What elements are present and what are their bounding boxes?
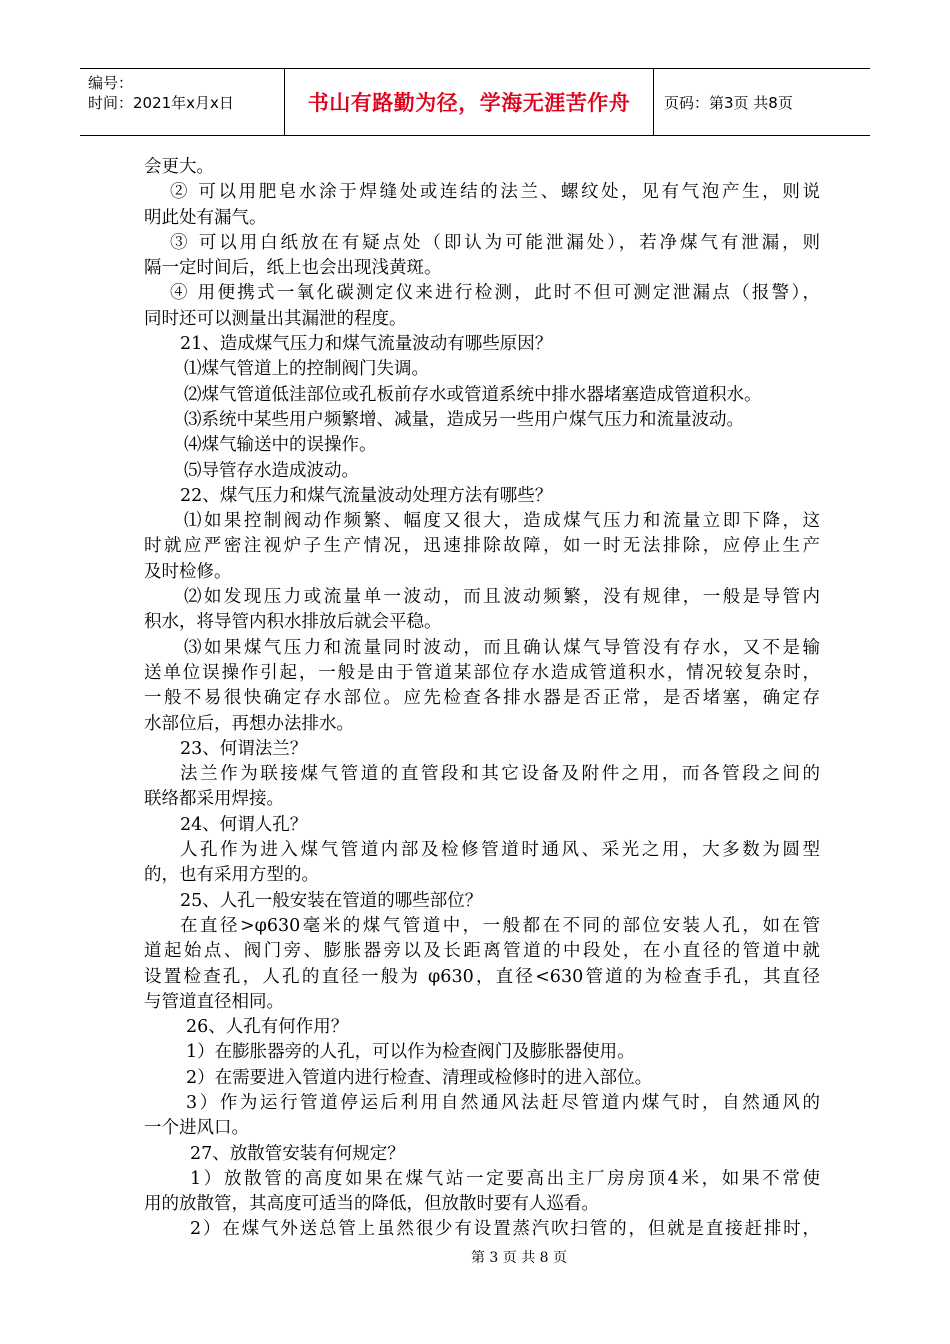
body-line: ⑶系统中某些用户频繁增、减量，造成另一些用户煤气压力和流量波动。 xyxy=(184,409,744,430)
body-line: 道起始点、阀门旁、膨胀器旁以及长距离管道的中段处，在小直径的管道中就 xyxy=(144,941,820,962)
body-line: ⑵如发现压力或流量单一波动，而且波动频繁，没有规律，一般是导管内 xyxy=(184,587,820,608)
body-line: 一般不易很快确定存水部位。应先检查各排水器是否正常，是否堵塞，确定存 xyxy=(144,688,820,709)
body-line: ⑴如果控制阀动作频繁、幅度又很大，造成煤气压力和流量立即下降，这 xyxy=(184,511,820,532)
body-line: 与管道直径相同。 xyxy=(144,991,284,1012)
body-line: 积水，将导管内积水排放后就会平稳。 xyxy=(144,612,442,633)
body-line: 2）在煤气外送总管上虽然很少有设置蒸汽吹扫管的，但就是直接赶排时， xyxy=(190,1219,820,1240)
body-line: 3）作为运行管道停运后利用自然通风法赶尽管道内煤气时，自然通风的 xyxy=(186,1092,820,1113)
page-header xyxy=(80,68,870,136)
body-line: ③ 可以用白纸放在有疑点处（即认为可能泄漏处），若净煤气有泄漏，则 xyxy=(170,232,820,253)
body-line: 2）在需要进入管道内进行检查、清理或检修时的进入部位。 xyxy=(186,1067,653,1088)
body-line: 的，也有采用方型的。 xyxy=(144,865,319,886)
body-line: ④ 用便携式一氧化碳测定仪来进行检测，此时不但可测定泄漏点（报警）， xyxy=(170,283,820,304)
body-line: 及时检修。 xyxy=(144,561,232,582)
body-line: 在直径>φ630毫米的煤气管道中，一般都在不同的部位安装人孔，如在管 xyxy=(180,915,820,936)
doc-number-label: 编号： xyxy=(88,74,134,92)
body-line: 隔一定时间后，纸上也会出现浅黄斑。 xyxy=(144,258,442,279)
body-line: ⑴煤气管道上的控制阀门失调。 xyxy=(184,359,429,380)
body-line: 25、人孔一般安装在管道的哪些部位？ xyxy=(180,890,483,911)
body-line: 23、何谓法兰？ xyxy=(180,738,308,759)
body-line: 26、人孔有何作用？ xyxy=(186,1017,349,1038)
body-line: 人孔作为进入煤气管道内部及检修管道时通风、采光之用，大多数为圆型 xyxy=(180,840,820,861)
body-line: 时就应严密注视炉子生产情况，迅速排除故障，如一时无法排除，应停止生产 xyxy=(144,536,820,557)
page-footer: 第 3 页 共 8 页 xyxy=(470,1250,568,1266)
body-line: 明此处有漏气。 xyxy=(144,207,267,228)
body-line: ⑸导管存水造成波动。 xyxy=(184,460,359,481)
body-line: ⑶如果煤气压力和流量同时波动，而且确认煤气导管没有存水，又不是输 xyxy=(184,637,820,658)
body-line: 同时还可以测量出其漏泄的程度。 xyxy=(144,308,407,329)
body-line: 送单位误操作引起，一般是由于管道某部位存水造成管道积水，情况较复杂时， xyxy=(144,662,820,683)
body-line: ② 可以用肥皂水涂于焊缝处或连结的法兰、螺纹处，见有气泡产生，则说 xyxy=(170,182,820,203)
body-line: 设置检查孔，人孔的直径一般为 φ630，直径<630管道的为检查手孔，其直径 xyxy=(144,966,820,987)
body-line: 24、何谓人孔？ xyxy=(180,814,308,835)
body-line: 1）放散管的高度如果在煤气站一定要高出主厂房房顶4米，如果不常使 xyxy=(190,1168,820,1189)
header-motto: 书山有路勤为径，学海无涯苦作舟 xyxy=(284,69,654,135)
body-line: 一个进风口。 xyxy=(144,1118,249,1139)
body-line: 法兰作为联接煤气管道的直管段和其它设备及附件之用，而各管段之间的 xyxy=(180,764,820,785)
body-line: 27、放散管安装有何规定？ xyxy=(190,1143,405,1164)
body-line: 水部位后，再想办法排水。 xyxy=(144,713,354,734)
body-line: 22、煤气压力和煤气流量波动处理方法有哪些？ xyxy=(180,485,553,506)
document-body xyxy=(144,155,820,1243)
body-line: 用的放散管，其高度可适当的降低，但放散时要有人巡看。 xyxy=(144,1194,599,1215)
header-meta xyxy=(80,69,284,135)
doc-date-label: 时间：2021年x月x日 xyxy=(88,94,234,112)
header-page-label: 页码：第3页 共8页 xyxy=(664,93,793,112)
body-line: 会更大。 xyxy=(144,157,214,177)
body-line: ⑵煤气管道低洼部位或孔板前存水或管道系统中排水器堵塞造成管道积水。 xyxy=(184,384,762,405)
body-line: ⑷煤气输送中的误操作。 xyxy=(184,435,377,456)
body-line: 21、造成煤气压力和煤气流量波动有哪些原因？ xyxy=(180,334,553,355)
body-line: 联络都采用焊接。 xyxy=(144,789,284,810)
body-line: 1）在膨胀器旁的人孔，可以作为检查阀门及膨胀器使用。 xyxy=(186,1042,635,1063)
